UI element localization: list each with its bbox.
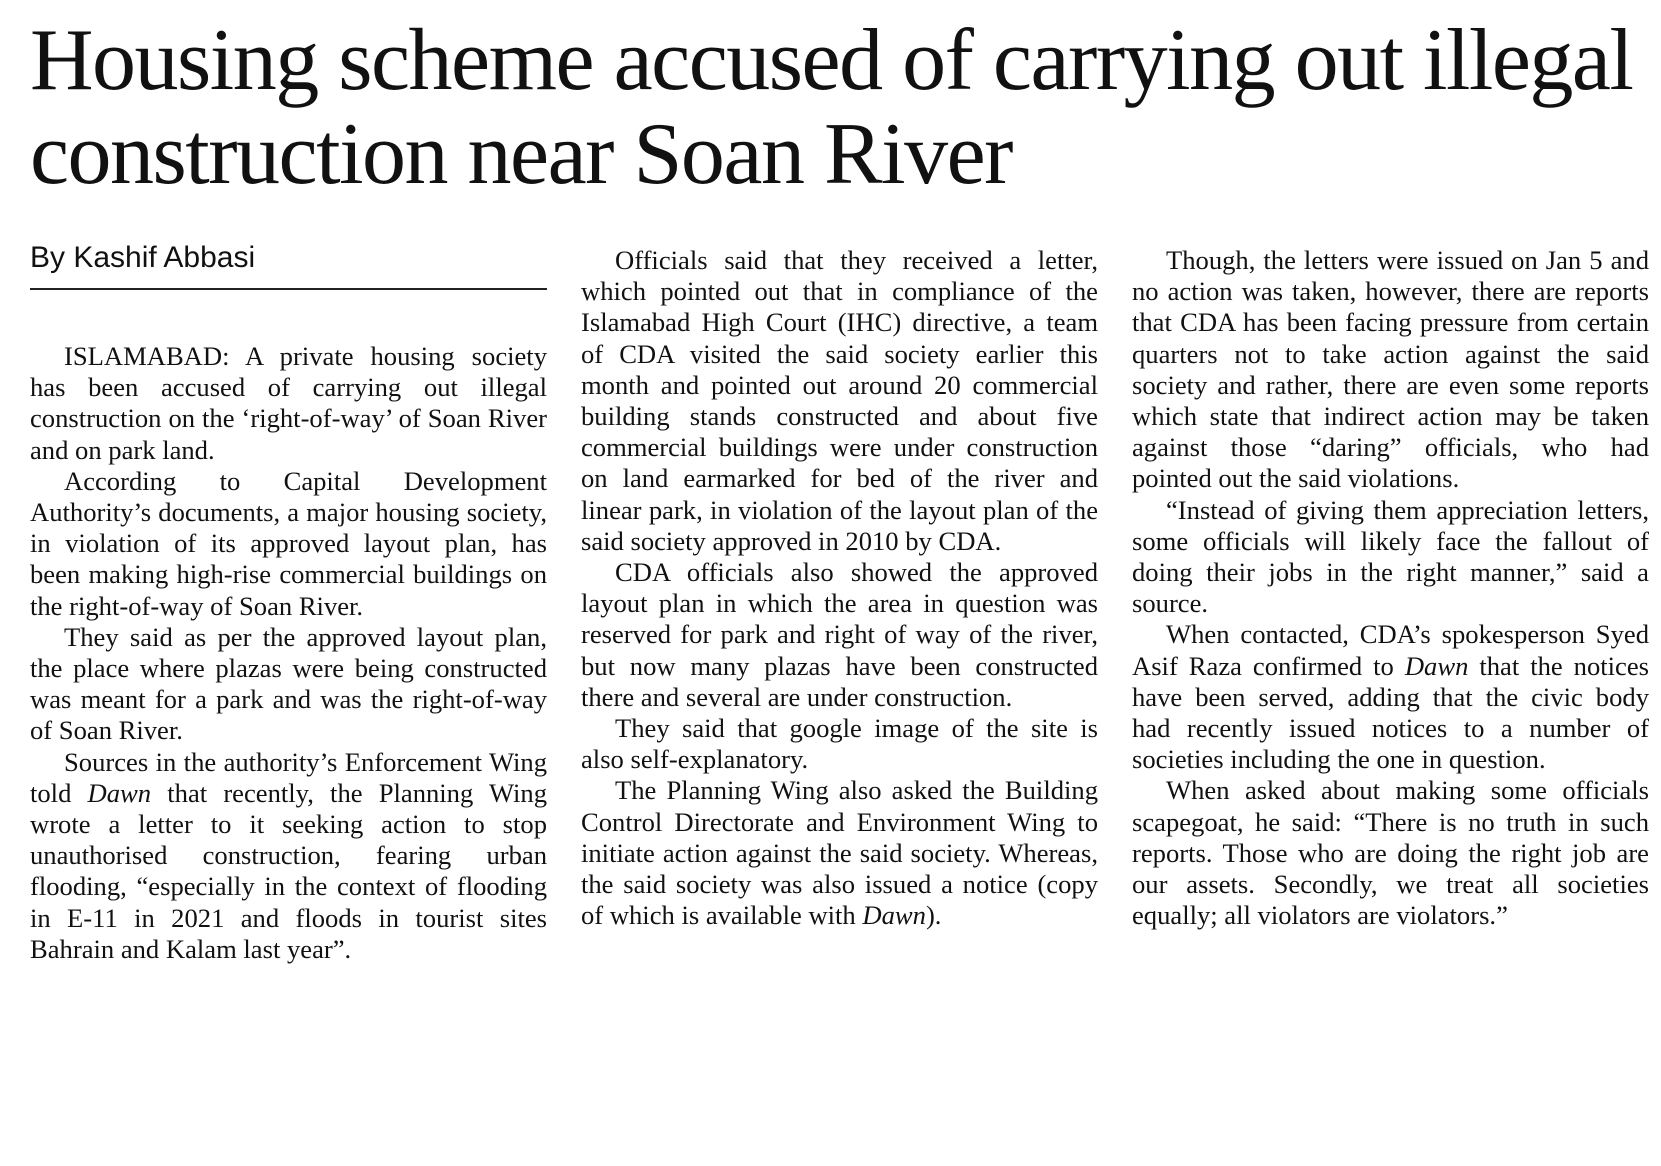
- paragraph-text: “Instead of giving them appreciation letters, some officials will likely face the fallout of doing their jobs in the right manner,” said a source.: [1132, 494, 1649, 619]
- paragraph-text: According to Capital Development Authority’s documents, a major housing society, in violation of its approved layout plan, has been making high-rise commercial buildings on the right-of-way of Soan River.: [30, 465, 547, 621]
- article-paragraph: [581, 775, 1098, 931]
- paragraph-text: When contacted, CDA’s spokesperson Syed Asif Raza confirmed to: [1132, 619, 1649, 681]
- article-paragraph: [1132, 619, 1649, 775]
- article-paragraph: [581, 557, 1098, 713]
- article-paragraph: [1132, 775, 1649, 931]
- byline: By Kashif Abbasi: [30, 241, 256, 274]
- byline-divider: [30, 288, 547, 290]
- byline-block: [30, 238, 547, 290]
- paragraph-text: They said that google image of the site is also self-explanatory.: [581, 713, 1098, 775]
- article-paragraph: [30, 466, 547, 622]
- article-column-3: [1132, 245, 1649, 931]
- article-column-1: [30, 341, 547, 965]
- paragraph-text: The Planning Wing also asked the Building Control Directorate and Environment Wing to initiate action against the said society. Whereas, the said society was also issued a notice (copy of which is available with: [581, 775, 1098, 931]
- article-paragraph: [1132, 495, 1649, 620]
- paragraph-text: Sources in the authority’s Enforcement Wing told: [30, 746, 547, 808]
- publication-name: Dawn: [1404, 650, 1469, 681]
- article-paragraph: [581, 245, 1098, 557]
- paragraph-text: CDA officials also showed the approved layout plan in which the area in question was reserved for park and right of way of the river, but now many plazas have been constructed there and several are under construction.: [581, 557, 1098, 712]
- article-paragraph: [30, 341, 547, 466]
- paragraph-text: ISLAMABAD: A private housing society has been accused of carrying out illegal construction on the ‘right-of-way’ of Soan River and on park land.: [30, 341, 547, 465]
- paragraph-text: that the notices have been served, adding that the civic body had recently issued notices to a number of societies including the one in question.: [1132, 650, 1649, 775]
- paragraph-text: They said as per the approved layout plan, the place where plazas were being constructed was meant for a park and was the right-of-way of Soan River.: [30, 621, 547, 746]
- paragraph-text: Officials said that they received a letter, which pointed out that in compliance of the Islamabad High Court (IHC) directive, a team of CDA visited the said society earlier this month and pointed out around 20 commercial building stands constructed and about five commercial buildings were under construction on land earmarked for bed of the river and linear park, in violation of the layout plan of the said society approved in 2010 by CDA.: [581, 245, 1098, 556]
- paragraph-text: ).: [925, 900, 942, 931]
- article-paragraph: [1132, 245, 1649, 495]
- article-paragraph: [581, 713, 1098, 775]
- headline: Housing scheme accused of carrying out illegal construction near Soan River: [30, 12, 1633, 203]
- paragraph-text: When asked about making some officials scapegoat, he said: “There is no truth in such reports. Those who are doing the right job are our assets. Secondly, we treat all societies equally; all violators are violators.”: [1132, 775, 1649, 931]
- paragraph-text: Though, the letters were issued on Jan 5 and no action was taken, however, there are reports that CDA has been facing pressure from certain quarters not to take action against the said society and rather, there are even some reports which state that indirect action may be taken against those “daring” officials, who had pointed out the said violations.: [1132, 245, 1649, 494]
- publication-name: Dawn: [87, 777, 152, 808]
- article-paragraph: [30, 622, 547, 747]
- article-column-2: [581, 245, 1098, 931]
- article-paragraph: [30, 747, 547, 965]
- paragraph-text: that recently, the Planning Wing wrote a letter to it seeking action to stop unauthorised construction, fearing urban flooding, “especially in the context of flooding in E-11 in 2021 and floods in tourist sites Bahrain and Kalam last year”.: [30, 777, 547, 964]
- publication-name: Dawn: [862, 900, 926, 931]
